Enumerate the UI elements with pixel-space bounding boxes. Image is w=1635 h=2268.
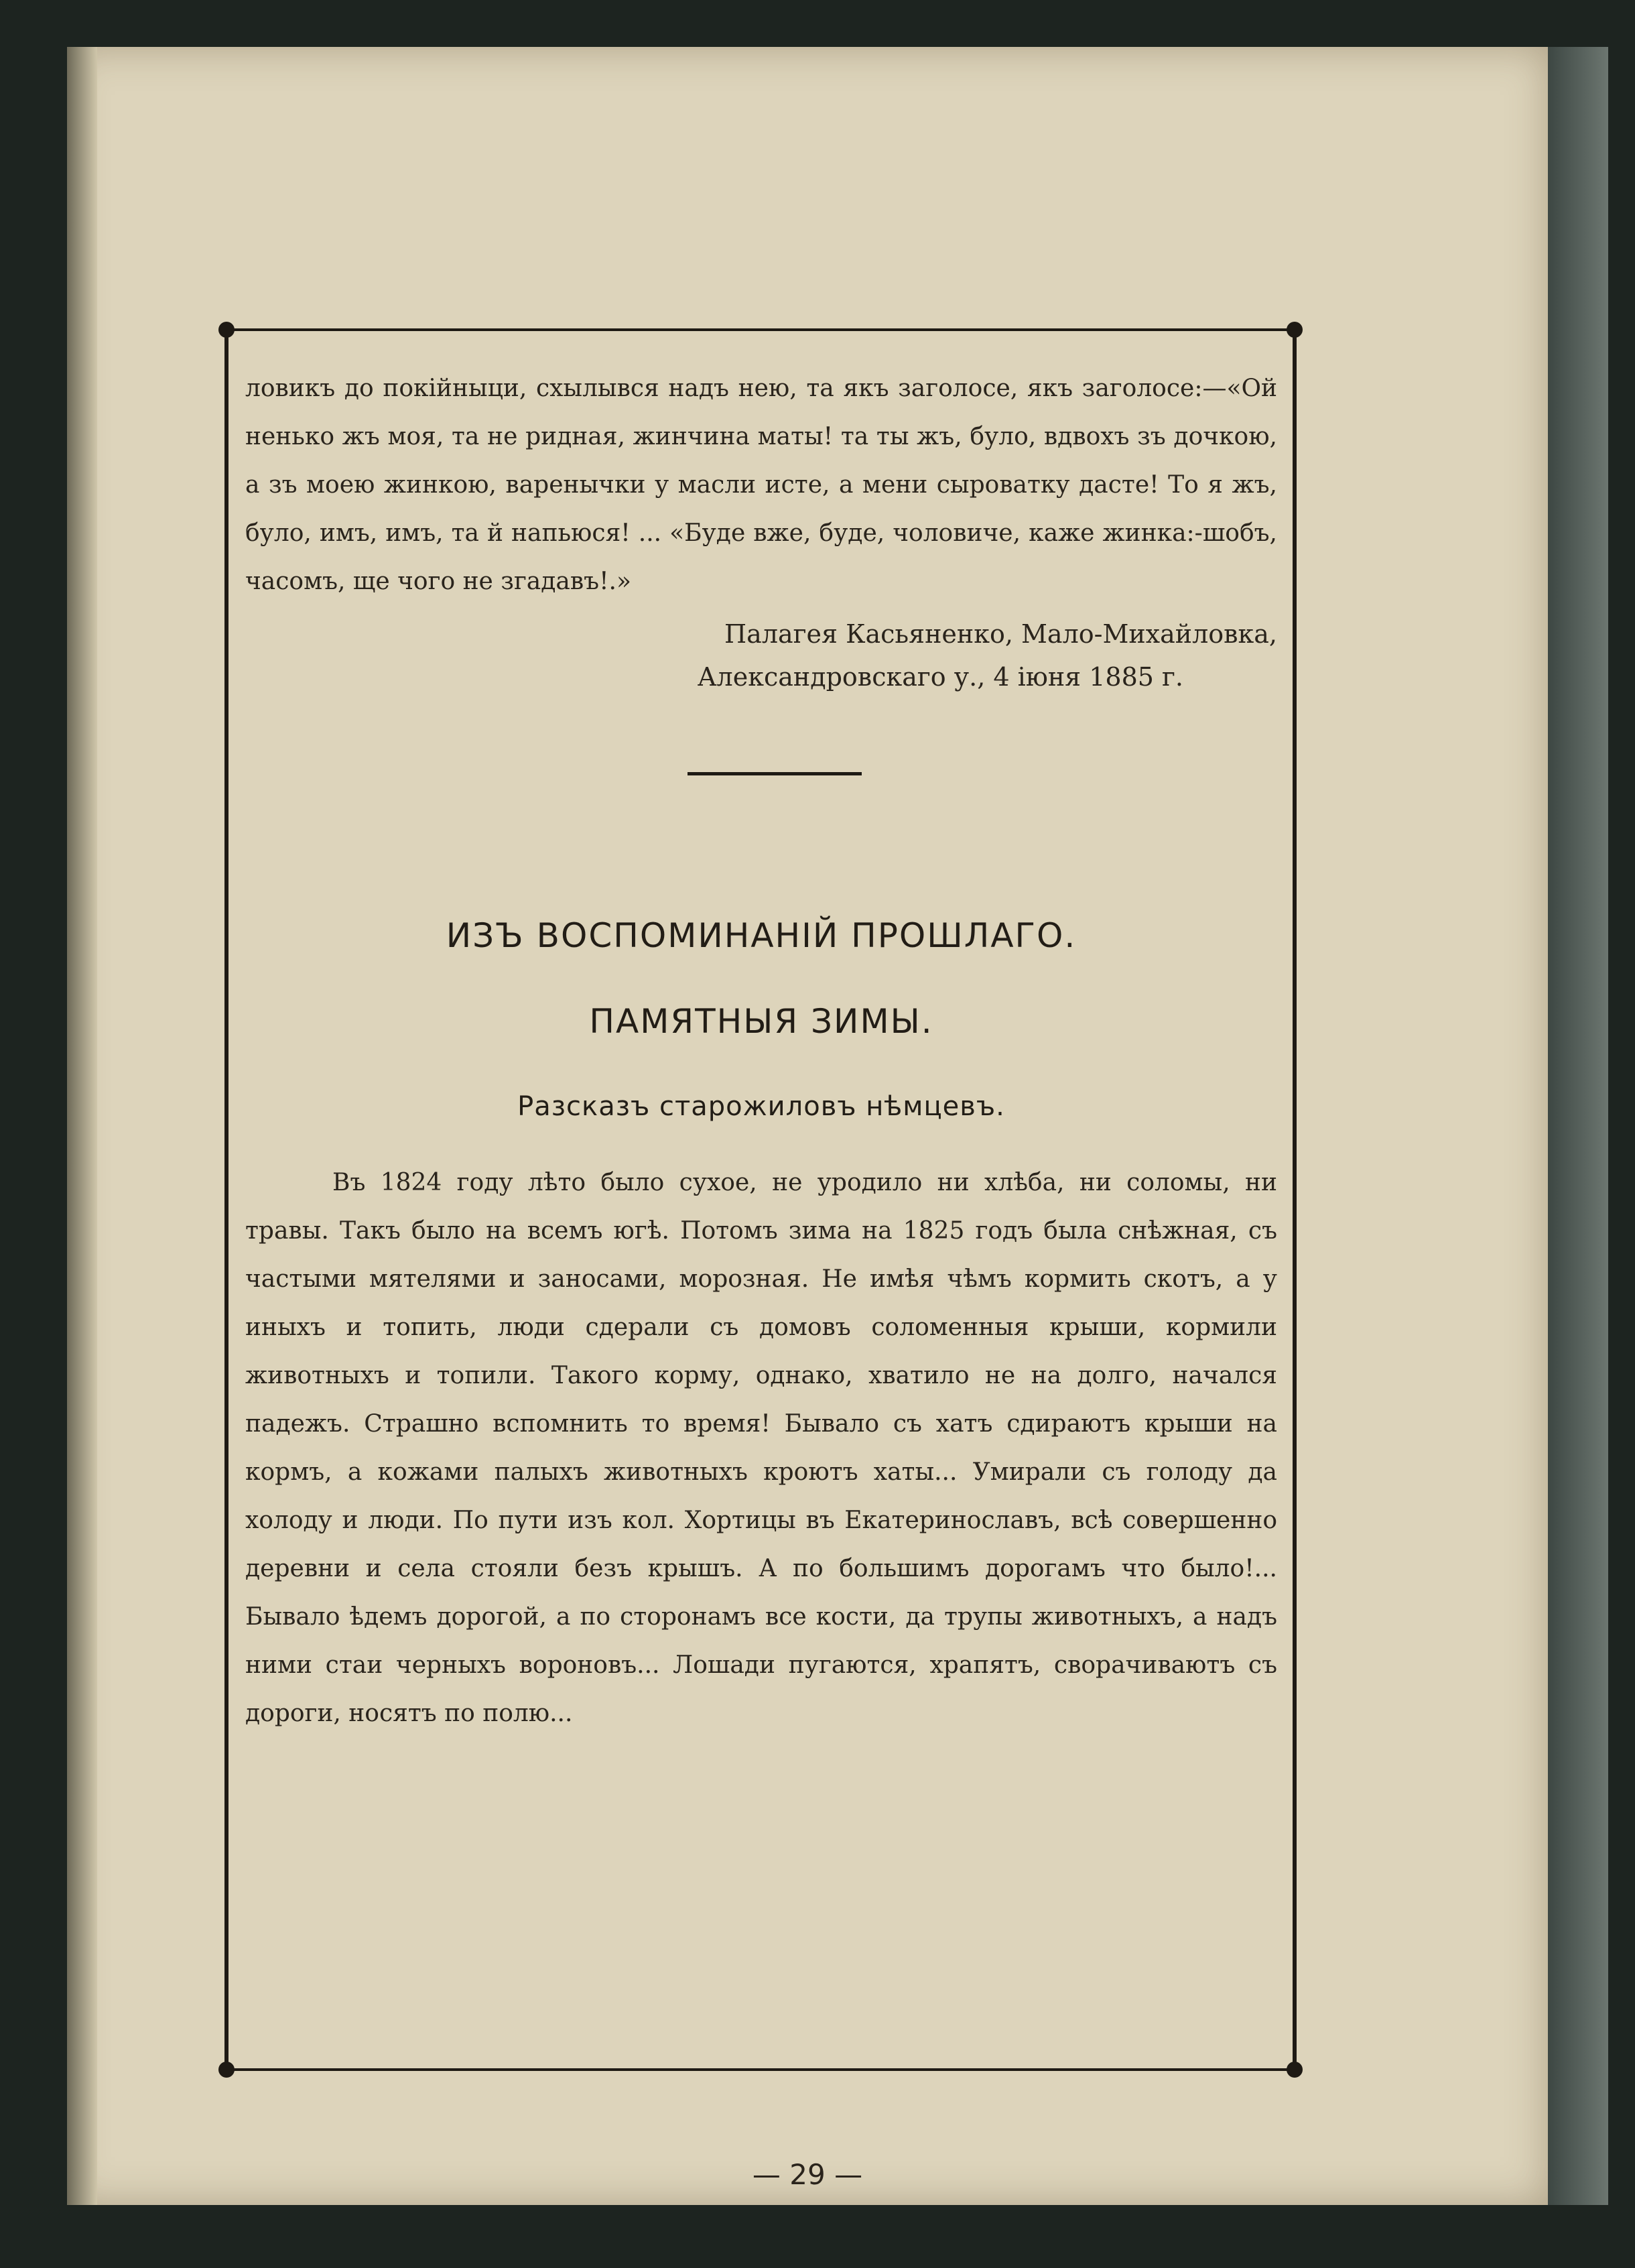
corner-dot-icon [1287, 2062, 1303, 2078]
book-cover-edge [1548, 47, 1608, 2205]
book-page [67, 47, 1548, 2205]
frame-content [245, 365, 1277, 1738]
corner-dot-icon [218, 2062, 235, 2078]
section-divider [688, 772, 862, 775]
text-frame [224, 328, 1297, 2071]
signature [245, 613, 1277, 698]
top-paragraph: ловикъ до покійныци, схылывся надъ нею, та якъ заголосе, якъ заголосе:—«Ой ненько жъ моя, та не ридная, жинчина маты! та ты жъ, було, вдвохъ зъ дочкою, а зъ моею жинкою, варенычки у масли иcте, а мени сыроватку дасте! То я жъ, було, имъ, имъ, та й напьюся! ... «Буде вже, буде, чоловиче, каже жинка:-шобъ, часомъ, ще чого не згадавъ!.» [245, 375, 1277, 595]
section-title: ИЗЪ ВОСПОМИНАНІЙ ПРОШЛАГО. [446, 916, 1077, 955]
signature-line-1: Палагея Касьяненко, Мало-Михайловка, [724, 619, 1277, 649]
story-title: ПАМЯТНЫЯ ЗИМЫ. [589, 1002, 933, 1041]
page-number: — 29 — [752, 2158, 863, 2191]
corner-dot-icon [218, 322, 235, 338]
story-subtitle: Разсказъ старожиловъ нѣмцевъ. [517, 1091, 1005, 1122]
story-paragraph: Въ 1824 году лѣто было сухое, не уродило ни хлѣба, ни соломы, ни травы. Такъ было на всемъ югѣ. Потомъ зима на 1825 годъ была снѣжная, съ частыми мятелями и заносами, морозная. Не имѣя чѣмъ кормить скотъ, а у иныхъ и топить, люди сдерали съ домовъ соломенныя крыши, кормили животныхъ и топили. Такого корму, однако, хватило не на долго, начался падежъ. Страшно вспомнить то время! Бывало съ хатъ сдираютъ крыши на кормъ, а кожами палыхъ животныхъ кроютъ хаты... Умирали съ голоду да холоду и люди. По пути изъ кол. Хортицы въ Екатеринославъ, всѣ совершенно деревни и села стояли безъ крышъ. А по большимъ дорогамъ что было!... Бывало ѣдемъ дорогой, а по сторонамъ все кости, да трупы животныхъ, а надъ ними стаи черныхъ вороновъ... Лошади пугаются, храпятъ, сворачиваютъ съ дороги, носятъ по полю... [245, 1169, 1277, 1727]
signature-line-2: Александровскаго у., 4 іюня 1885 г. [697, 662, 1183, 692]
corner-dot-icon [1287, 322, 1303, 338]
page-spine [67, 47, 97, 2205]
